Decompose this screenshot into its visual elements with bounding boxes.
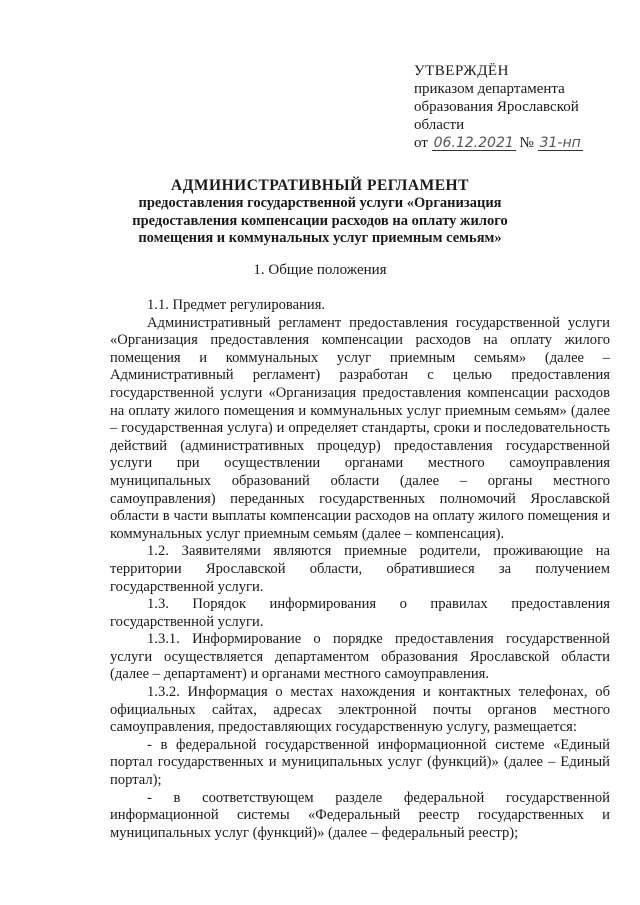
handwritten-number: 31-нп <box>539 135 581 151</box>
section-heading: 1. Общие положения <box>253 262 387 278</box>
document-title: АДМИНИСТРАТИВНЫЙ РЕГЛАМЕНТ <box>171 177 469 194</box>
handwritten-date: 06.12.2021 <box>433 135 514 151</box>
list-item-federal-registry: - в соответствующем разделе федеральной государственной информационной системы «Федеральный реестр государственных и муниципальных услуг (функций)» (далее – федеральный реестр); <box>110 789 610 841</box>
approval-line-1: приказом департамента <box>414 81 565 97</box>
paragraph-regulation: Административный регламент предоставления государственной услуги «Организация предоставления компенсации расходов на оплату жилого помещения и коммунальных услуг приемным семьям» (далее – Административный регламент) разработан с целью предоставления государственной услуги «Организация предоставления компенсации расходов на оплату жилого помещения и коммунальных услуг приемным семьям» (далее – государственная услуга) и определяет стандарты, сроки и последовательность действий (административных процедур) предоставления государственной услуги при осуществлении органами местного самоуправления муниципальных образований области (далее – органы местного самоуправления) переданных государственных полномочий Ярославской области в части выплаты компенсации расходов на оплату жилого помещения и коммунальных услуг приемным семьям (далее – компенсация). <box>110 314 610 542</box>
number-label: № <box>519 135 534 151</box>
approval-line-2: образования Ярославской <box>414 99 579 115</box>
approval-line-3: области <box>414 117 465 133</box>
paragraph-1-3-1: 1.3.1. Информирование о порядке предоставления государственной услуги осуществляется департаментом образования Ярославской области (далее – департамент) и органами местного самоуправления. <box>110 631 610 683</box>
paragraph-1-1: 1.1. Предмет регулирования. <box>147 297 326 313</box>
approval-date-line <box>414 134 624 152</box>
list-item-unified-portal: - в федеральной государственной информационной системе «Единый портал государственных и муниципальных услуг (функций)» (далее – Единый портал); <box>110 736 610 789</box>
approval-title: УТВЕРЖДЁН <box>414 63 509 79</box>
document-subtitle: предоставления государственной услуги «Организация предоставления компенсации расходов на оплату жилого помещения и коммунальных услуг приемным семьям» <box>132 195 508 246</box>
document-body <box>110 297 610 842</box>
approval-stamp <box>414 62 624 152</box>
paragraph-1-3: 1.3. Порядок информирования о правилах предоставления государственной услуги. <box>110 596 610 630</box>
paragraph-1-3-2: 1.3.2. Информация о местах нахождения и контактных телефонах, об официальных сайтах, адресах электронной почты органов местного самоуправления, предоставляющих государственную услугу, размещается: <box>110 684 610 736</box>
paragraph-1-2: 1.2. Заявителями являются приемные родители, проживающие на территории Ярославской области, обратившиеся за получением государственной услуги. <box>110 543 610 595</box>
from-label: от <box>414 135 428 151</box>
